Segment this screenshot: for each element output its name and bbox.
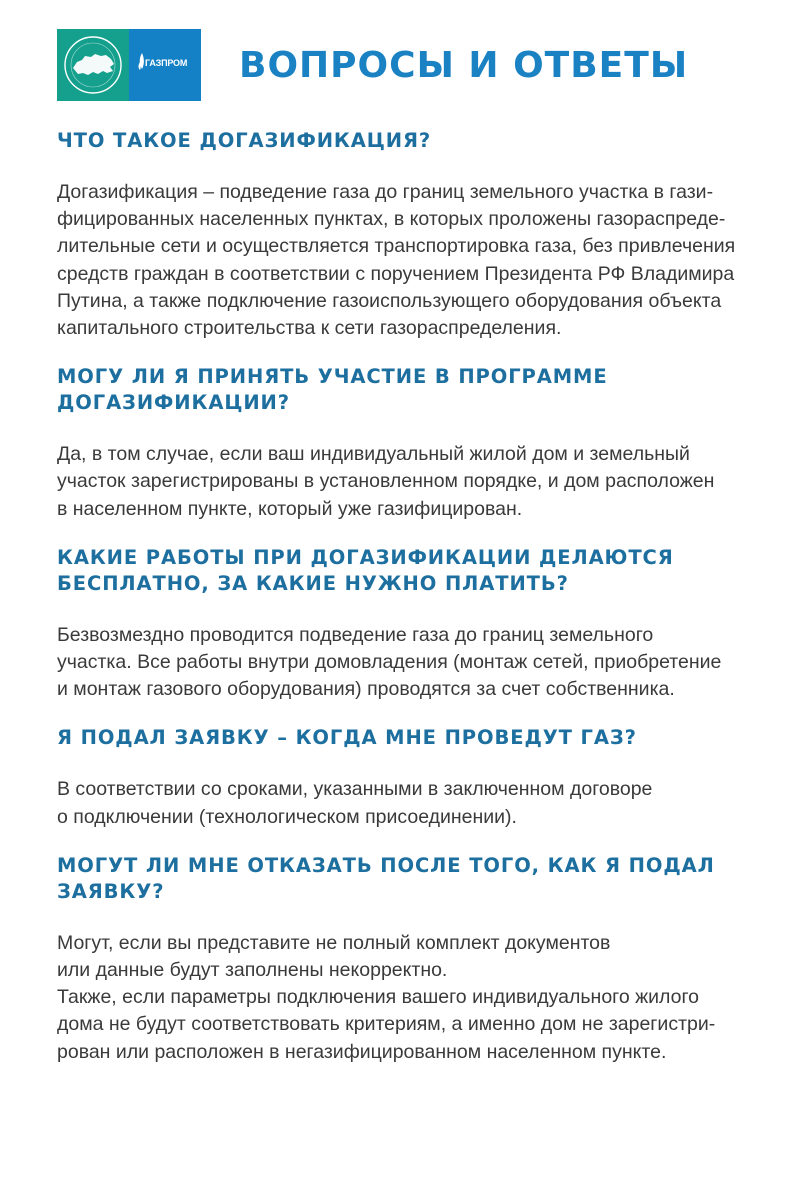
faq-question — [57, 364, 757, 416]
answer-line: Безвозмездно проводится подведение газа до границ земельного — [57, 623, 654, 646]
answer-line: Путина, а также подключение газоиспользующего оборудования объекта — [57, 289, 722, 312]
answer-line: участок зарегистрированы в установленном порядке, и дом расположен — [57, 470, 715, 493]
faq-answer — [57, 441, 757, 523]
question-line: МОГУТ ЛИ МНЕ ОТКАЗАТЬ ПОСЛЕ ТОГО, КАК Я ПОДАЛ — [57, 853, 715, 877]
answer-line: о подключении (технологическом присоединении). — [57, 805, 517, 828]
answer-line: средств граждан в соответствии с поручением Президента РФ Владимира — [57, 262, 735, 285]
faq-question — [57, 128, 757, 154]
answer-line: участка. Все работы внутри домовладения (монтаж сетей, приобретение — [57, 651, 722, 674]
faq-answer — [57, 776, 757, 830]
question-line: ЧТО ТАКОЕ ДОГАЗИФИКАЦИЯ? — [57, 129, 432, 152]
faq-answer — [57, 622, 757, 704]
question-line: БЕСПЛАТНО, ЗА КАКИЕ НУЖНО ПЛАТИТЬ? — [57, 571, 569, 595]
answer-line: В соответствии со сроками, указанными в заключенном договоре — [57, 778, 653, 801]
answer-line: Могут, если вы представите не полный комплект документов — [57, 931, 611, 954]
gazprom-logo — [129, 29, 201, 101]
answer-line: Догазификация – подведение газа до границ земельного участка в гази- — [57, 181, 714, 203]
answer-line: или данные будут заполнены некорректно. — [57, 959, 448, 982]
answer-line: лительные сети и осуществляется транспортировка газа, без привлечения — [57, 235, 736, 258]
answer-line: рован или расположен в негазифицированном населенном пункте. — [57, 1040, 667, 1063]
answer-line: дома не будут соответствовать критериям, а именно дом не зарегистри- — [57, 1013, 716, 1036]
question-line: ДОГАЗИФИКАЦИИ? — [57, 391, 290, 415]
answer-line: в населенном пункте, который уже газифицирован. — [57, 497, 523, 520]
faq-answer — [57, 179, 757, 342]
answer-line: фицированных населенных пунктах, в которых проложены газораспреде- — [57, 208, 726, 231]
faq-question — [57, 853, 757, 905]
faq-question — [57, 725, 757, 751]
faq-answer — [57, 930, 757, 1066]
gazprom-logo-text: ГАЗПРОМ — [145, 58, 188, 68]
header — [57, 29, 688, 101]
answer-line: и монтаж газового оборудования) проводятся за счет собственника. — [57, 678, 675, 701]
question-line: Я ПОДАЛ ЗАЯВКУ – КОГДА МНЕ ПРОВЕДУТ ГАЗ? — [57, 726, 637, 750]
answer-line: капитального строительства к сети газораспределения. — [57, 317, 562, 340]
answer-line: Да, в том случае, если ваш индивидуальный жилой дом и земельный — [57, 443, 690, 466]
russia-map-logo-icon — [57, 29, 129, 101]
answer-line: Также, если параметры подключения вашего индивидуального жилого — [57, 986, 700, 1009]
page-title: ВОПРОСЫ И ОТВЕТЫ — [239, 44, 689, 86]
faq-list — [57, 128, 757, 1066]
faq-question — [57, 545, 757, 597]
question-line: ЗАЯВКУ? — [57, 879, 165, 903]
question-line: МОГУ ЛИ Я ПРИНЯТЬ УЧАСТИЕ В ПРОГРАММЕ — [57, 365, 608, 389]
gasification-logo — [57, 29, 129, 101]
question-line: КАКИЕ РАБОТЫ ПРИ ДОГАЗИФИКАЦИИ ДЕЛАЮТСЯ — [57, 545, 674, 569]
